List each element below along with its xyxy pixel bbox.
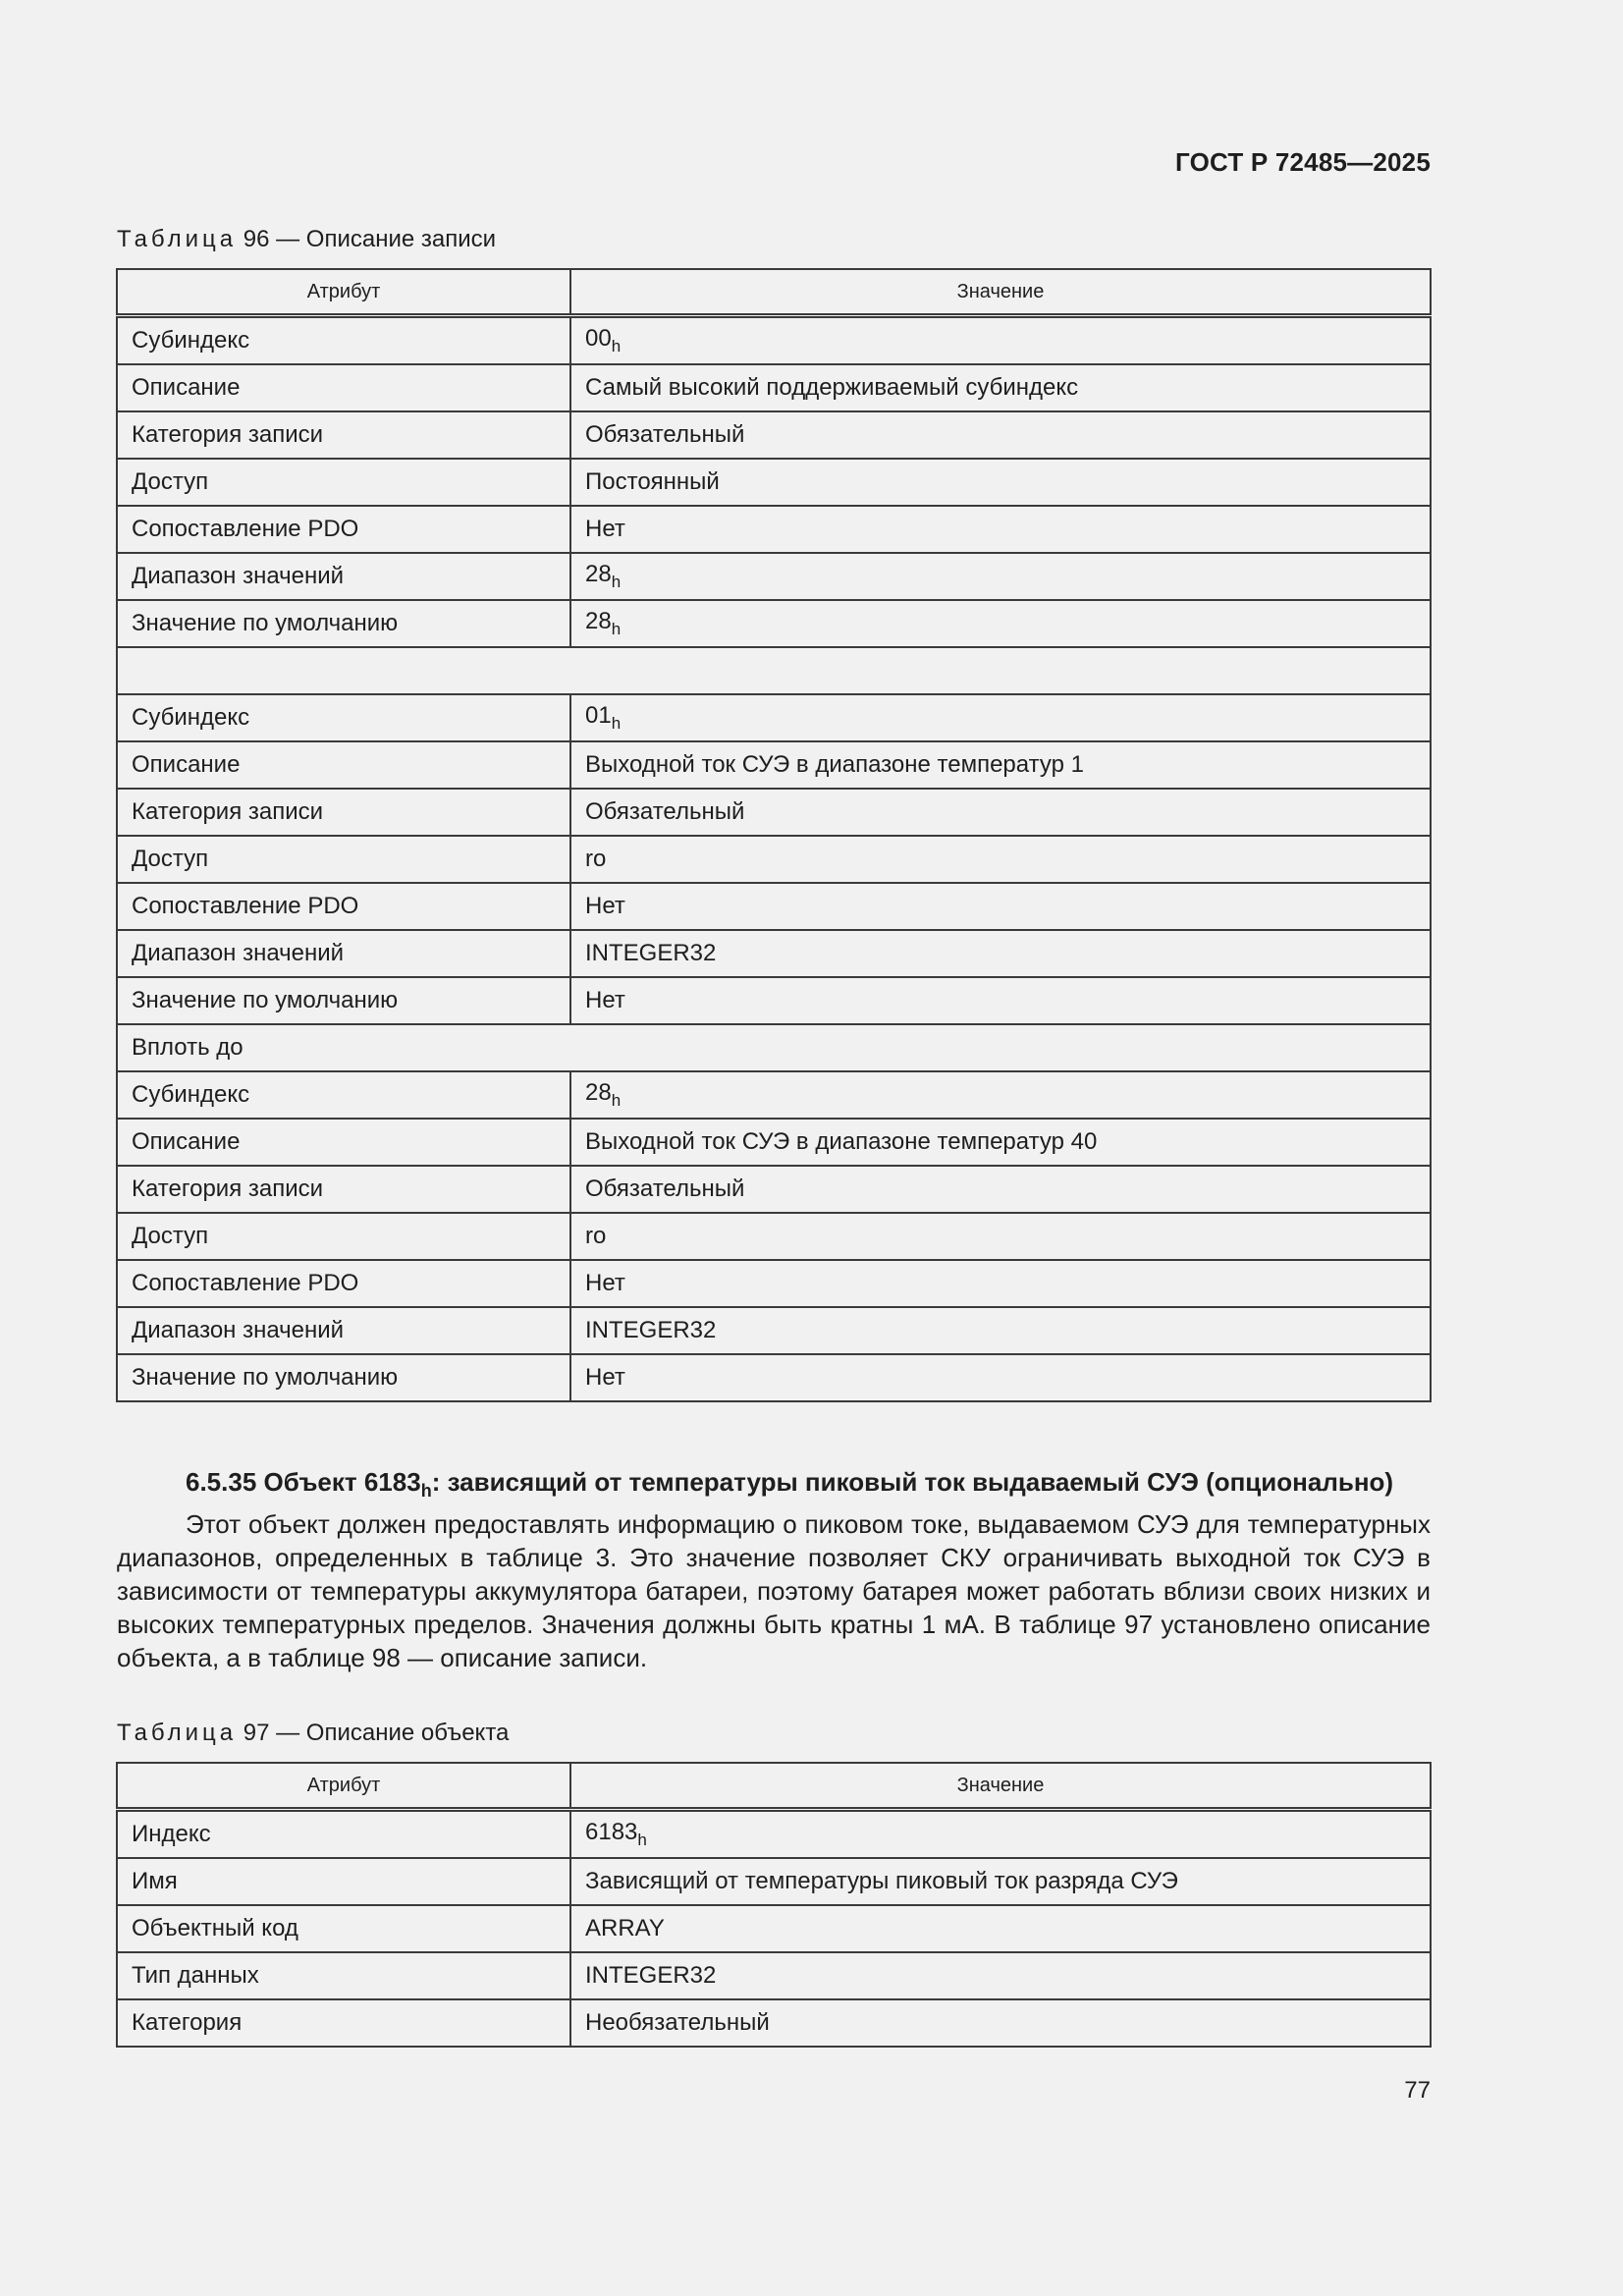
value-cell bbox=[570, 977, 1431, 1024]
attribute-cell: Категория записи bbox=[117, 1166, 570, 1213]
value-text: Зависящий от температуры пиковый ток разряда СУЭ bbox=[585, 1868, 1178, 1894]
table-row bbox=[117, 1119, 1431, 1166]
value-text: INTEGER32 bbox=[585, 940, 717, 966]
value-text: Обязательный bbox=[585, 421, 745, 448]
table-row bbox=[117, 600, 1431, 647]
value-text: 28 bbox=[585, 608, 612, 634]
value-text: Обязательный bbox=[585, 1175, 745, 1202]
attribute-cell: Субиндекс bbox=[117, 694, 570, 741]
attribute-cell: Значение по умолчанию bbox=[117, 1354, 570, 1401]
table-span-cell bbox=[117, 647, 1431, 694]
table-row bbox=[117, 977, 1431, 1024]
table-row bbox=[117, 883, 1431, 930]
heading-subscript: h bbox=[420, 1481, 432, 1501]
value-text: Самый высокий поддерживаемый субиндекс bbox=[585, 374, 1079, 401]
table-row bbox=[117, 1858, 1431, 1905]
value-text: 28 bbox=[585, 1079, 612, 1106]
table-96-caption bbox=[117, 226, 496, 253]
value-cell bbox=[570, 364, 1431, 411]
section-heading bbox=[117, 1465, 1431, 1507]
value-text: 28 bbox=[585, 561, 612, 587]
value-text: ARRAY bbox=[585, 1915, 665, 1941]
table-row bbox=[117, 741, 1431, 789]
table-97-caption bbox=[117, 1720, 509, 1747]
table-row bbox=[117, 316, 1431, 365]
section-6-5-35 bbox=[117, 1465, 1431, 1674]
value-text: Нет bbox=[585, 893, 625, 919]
attribute-cell: Диапазон значений bbox=[117, 930, 570, 977]
attribute-cell: Описание bbox=[117, 364, 570, 411]
value-text: Постоянный bbox=[585, 468, 720, 495]
table-row bbox=[117, 1166, 1431, 1213]
column-header-value: Значение bbox=[570, 1763, 1431, 1810]
value-cell bbox=[570, 1307, 1431, 1354]
value-cell bbox=[570, 836, 1431, 883]
value-text: ro bbox=[585, 846, 607, 872]
value-cell bbox=[570, 741, 1431, 789]
table-row bbox=[117, 836, 1431, 883]
table-row bbox=[117, 930, 1431, 977]
attribute-cell: Объектный код bbox=[117, 1905, 570, 1952]
value-subscript: h bbox=[611, 337, 622, 355]
table-row bbox=[117, 694, 1431, 741]
attribute-cell: Доступ bbox=[117, 459, 570, 506]
caption-word: Таблица bbox=[117, 1720, 238, 1746]
column-header-attribute: Атрибут bbox=[117, 269, 570, 316]
value-text: ro bbox=[585, 1223, 607, 1249]
attribute-cell: Диапазон значений bbox=[117, 553, 570, 600]
table-header-row bbox=[117, 269, 1431, 316]
value-cell bbox=[570, 1119, 1431, 1166]
attribute-cell: Субиндекс bbox=[117, 316, 570, 365]
value-subscript: h bbox=[611, 1091, 622, 1110]
table-row bbox=[117, 1905, 1431, 1952]
table-row bbox=[117, 1354, 1431, 1401]
table-row bbox=[117, 1307, 1431, 1354]
value-cell bbox=[570, 411, 1431, 459]
value-text: Нет bbox=[585, 516, 625, 542]
value-text: INTEGER32 bbox=[585, 1317, 717, 1343]
attribute-cell: Тип данных bbox=[117, 1952, 570, 1999]
attribute-cell: Значение по умолчанию bbox=[117, 977, 570, 1024]
attribute-cell: Описание bbox=[117, 741, 570, 789]
heading-number-text: 6.5.35 Объект 6183 bbox=[186, 1467, 421, 1497]
value-cell bbox=[570, 1858, 1431, 1905]
value-cell bbox=[570, 883, 1431, 930]
table-row bbox=[117, 1071, 1431, 1119]
value-cell bbox=[570, 1952, 1431, 1999]
table-row bbox=[117, 1999, 1431, 2047]
attribute-cell: Индекс bbox=[117, 1810, 570, 1859]
attribute-cell: Категория bbox=[117, 1999, 570, 2047]
attribute-cell: Субиндекс bbox=[117, 1071, 570, 1119]
value-text: Обязательный bbox=[585, 798, 745, 825]
table-96 bbox=[116, 268, 1432, 1402]
value-text: 00 bbox=[585, 325, 612, 352]
value-cell bbox=[570, 1071, 1431, 1119]
value-text: Нет bbox=[585, 1364, 625, 1391]
value-text: INTEGER32 bbox=[585, 1962, 717, 1989]
value-text: Необязательный bbox=[585, 2009, 770, 2036]
page-number: 77 bbox=[1404, 2077, 1431, 2104]
table-row bbox=[117, 459, 1431, 506]
caption-word: Таблица bbox=[117, 226, 238, 252]
attribute-cell: Сопоставление PDO bbox=[117, 506, 570, 553]
table-row bbox=[117, 1260, 1431, 1307]
table-97 bbox=[116, 1762, 1432, 2048]
table-row bbox=[117, 553, 1431, 600]
table-row bbox=[117, 647, 1431, 694]
value-cell bbox=[570, 506, 1431, 553]
table-header-row bbox=[117, 1763, 1431, 1810]
value-cell bbox=[570, 1354, 1431, 1401]
section-paragraph: Этот объект должен предоставлять информацию о пиковом токе, выдаваемом СУЭ для температурных диапазонов, определенных в таблице 3. Это значение позволяет СКУ ограничивать выходной ток СУЭ в зависимости от температуры аккумулятора батареи, поэтому батарея может работать вблизи своих низких и высоких температурных пределов. Значения должны быть кратны 1 мА. В таблице 97 установлено описание объекта, а в таблице 98 — описание записи. bbox=[117, 1509, 1431, 1672]
value-text: Нет bbox=[585, 1270, 625, 1296]
attribute-cell: Имя bbox=[117, 1858, 570, 1905]
value-cell bbox=[570, 600, 1431, 647]
caption-text: 96 — Описание записи bbox=[237, 226, 497, 252]
value-text: Выходной ток СУЭ в диапазоне температур 1 bbox=[585, 751, 1084, 778]
attribute-cell: Описание bbox=[117, 1119, 570, 1166]
value-text: Выходной ток СУЭ в диапазоне температур 40 bbox=[585, 1128, 1098, 1155]
value-cell bbox=[570, 1166, 1431, 1213]
column-header-value: Значение bbox=[570, 269, 1431, 316]
attribute-cell: Сопоставление PDO bbox=[117, 883, 570, 930]
table-row bbox=[117, 411, 1431, 459]
attribute-cell: Значение по умолчанию bbox=[117, 600, 570, 647]
table-row bbox=[117, 1810, 1431, 1859]
table-row bbox=[117, 1213, 1431, 1260]
value-subscript: h bbox=[637, 1831, 647, 1849]
value-cell bbox=[570, 459, 1431, 506]
value-cell bbox=[570, 1810, 1431, 1859]
value-text: 01 bbox=[585, 702, 612, 729]
value-cell bbox=[570, 1905, 1431, 1952]
attribute-cell: Сопоставление PDO bbox=[117, 1260, 570, 1307]
caption-text: 97 — Описание объекта bbox=[237, 1720, 510, 1746]
attribute-cell: Доступ bbox=[117, 1213, 570, 1260]
table-span-cell: Вплоть до bbox=[117, 1024, 1431, 1071]
table-row bbox=[117, 364, 1431, 411]
attribute-cell: Категория записи bbox=[117, 789, 570, 836]
value-cell bbox=[570, 1260, 1431, 1307]
value-text: 6183 bbox=[585, 1819, 638, 1845]
table-row bbox=[117, 506, 1431, 553]
value-text: Нет bbox=[585, 987, 625, 1013]
value-subscript: h bbox=[611, 620, 622, 638]
value-cell bbox=[570, 930, 1431, 977]
attribute-cell: Диапазон значений bbox=[117, 1307, 570, 1354]
table-row bbox=[117, 789, 1431, 836]
attribute-cell: Доступ bbox=[117, 836, 570, 883]
heading-title-text: : зависящий от температуры пиковый ток выдаваемый СУЭ (опционально) bbox=[431, 1467, 1394, 1497]
value-cell bbox=[570, 316, 1431, 365]
table-row bbox=[117, 1952, 1431, 1999]
value-cell bbox=[570, 553, 1431, 600]
document-id: ГОСТ Р 72485—2025 bbox=[1175, 147, 1431, 177]
value-cell bbox=[570, 694, 1431, 741]
value-subscript: h bbox=[611, 573, 622, 591]
table-row bbox=[117, 1024, 1431, 1071]
value-cell bbox=[570, 1999, 1431, 2047]
value-cell bbox=[570, 1213, 1431, 1260]
value-cell bbox=[570, 789, 1431, 836]
value-subscript: h bbox=[611, 714, 622, 733]
attribute-cell: Категория записи bbox=[117, 411, 570, 459]
column-header-attribute: Атрибут bbox=[117, 1763, 570, 1810]
